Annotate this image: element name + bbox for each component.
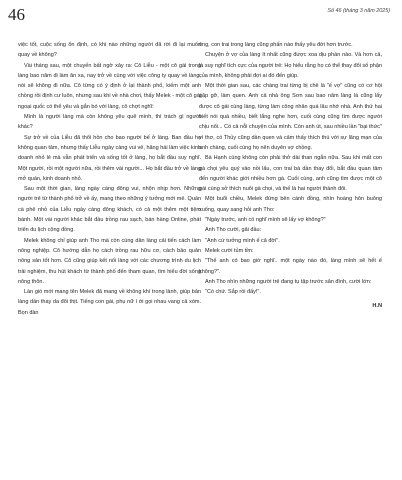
paragraph: Sau một thời gian, làng ngày càng đông vui, nhộn nhịp hơn. Những người trẻ từ thành phố trở về ấy, mang theo những ý tưởng mới mẻ. Quán cà phê nhỏ của Liễu ngày càng đông khách, có cả một thêm một tiệm bánh. Một vài người khác bắt đầu trồng rau sạch, bán hàng Online, phát triển du lịch cộng đồng. <box>18 186 201 234</box>
dialogue-line: "Anh cứ tưởng mình ế cả đời". <box>205 237 280 244</box>
paragraph: Một thời gian sau, các chàng trai từng bị chê là "ế vợ" cũng có cơ hội gặp gỡ, làm quen. Anh cả nhà ông Sơn sau bao năm làng là cũng lấy được cô gái cùng làng, từng làm công nhân quá lâu nhớ nhà. Anh thứ hai biết nói quá nhiều, biết lắng nghe hơn, cuối cùng cũng tìm được người chịu nổi... Có cả nỗi chuyện của mình. Còn anh út, sau nhiều lần "bại thức" vì thơ, có Thủy cũng dần quen và cảm thấy thích thú với sự lãng mạn của anh chàng, cuối cùng họ nên duyên vợ chồng. <box>199 83 382 151</box>
dialogue-line: "Thế anh có bao giờ nghĩ.. một ngày nào đó, làng mình sẽ hết ế không?". <box>199 258 382 275</box>
paragraph: Mình là người làng mà còn không yêu quê mình, thì trách gì người khác? <box>18 114 201 131</box>
paragraph: Anh Tho nhìn những người trẻ đang tụ tập trước sân đình, cười lớn: <box>205 278 372 285</box>
article-right-column <box>199 40 382 312</box>
dialogue-line: Melek cười tủm tỉm: <box>205 247 254 254</box>
paragraph: Một buổi chiều, Melek đứng bên cánh đồng, nhìn hoàng hôn buông xuống, quay sang hỏi anh Tho: <box>199 196 382 213</box>
paragraph: Vài tháng sau, một chuyến bất ngờ xảy ra: Cô Liễu - một cô gái trong làng bao năm đi làm ăn xa, nay trở về cùng với việc công ty quay về làng, nói sẽ không đi nữa. Cô từng có ý định ở lại thành phố, kiếm một anh chồng rồi định cư luôn, nhưng sau khi về nhà chơi, thấy Melek - một cô gái ngoại quốc có thể yêu và gắn bó với làng, cô chợt nghĩ: <box>18 62 201 110</box>
paragraph: Sự trở về của Liễu đã thổi hồn cho bao người bế ở làng. Ban đầu họ không quan tâm, nhưng thấy Liễu ngày càng vui vẻ, hăng hái làm việc kinh doanh nhỏ lẻ mà vẫn phát triển và sống tốt ở làng, họ bắt đầu suy nghĩ. Một người, rồi một người nữa, rồi thêm vài người... Họ bắt đầu trở về làng mở quán, kinh doanh nhỏ. <box>18 134 201 182</box>
paragraph: Melek không chỉ giúp anh Tho mà còn cùng dân làng cải tiến cách làm nông nghiệp. Cô hướng dẫn họ cách trồng rau hữu cơ, cách bảo quản nông sản tốt hơn. Cô cũng giúp kết nối làng với các chương trình du lịch trải nghiệm, thu hút khách từ thành phố đến tham quan, tìm hiểu đời sống nông thôn. <box>18 237 201 285</box>
paragraph: Bà Hạnh cùng không còn phải thở dài than ngắn nữa. Sau khi mất con gà chọi yêu quý vào nồi lẩu, con trai bà dần thay đổi, bắt đầu quan tâm đến người khác giới nhiều hơn gà. Cuối cùng, anh cũng tìm được một cô gái cùng sở thích nuôi gà chọi, và thế là hai người thành đôi. <box>199 155 382 193</box>
dialogue-line: "Ngày trước, anh có nghĩ mình sẽ lấy vợ không?" <box>205 217 326 224</box>
author-signature: H.N <box>372 303 382 310</box>
dialogue-line: "Có chứ. Sắp rồi đấy!". <box>205 289 261 296</box>
paragraph: ông, con trai trong làng cũng phấn nào thấy yêu đời hơn trước. <box>199 42 353 48</box>
page-number: 46 <box>8 5 25 24</box>
issue-label: Số 46 (tháng 3 năm 2025) <box>327 8 390 14</box>
paragraph: Làn gió mới mang tên Melek đã mang về không khí trong lành, giúp bản làng dần thay da đổi thịt. Tiếng con gái, phụ nữ í ới gọi nhau vang cả xóm. Bọn đàn <box>18 289 201 316</box>
article-left-column <box>18 40 201 318</box>
paragraph: việc tốt, cuộc sống ổn định, có khi nào những người đã rời đi lại muốn quay về không? <box>18 42 201 59</box>
paragraph: Chuyện ở vợ của làng ít nhất cũng được xoa dịu phần nào. Và hơn cả, là suy nghĩ tích cực của người trẻ: Họ hiểu rằng họ có thể thay đổi số phận của mình, không phải đợi ai đó đến giúp. <box>199 52 382 79</box>
dialogue-line: Anh Tho cười, gãi đầu: <box>205 227 262 234</box>
